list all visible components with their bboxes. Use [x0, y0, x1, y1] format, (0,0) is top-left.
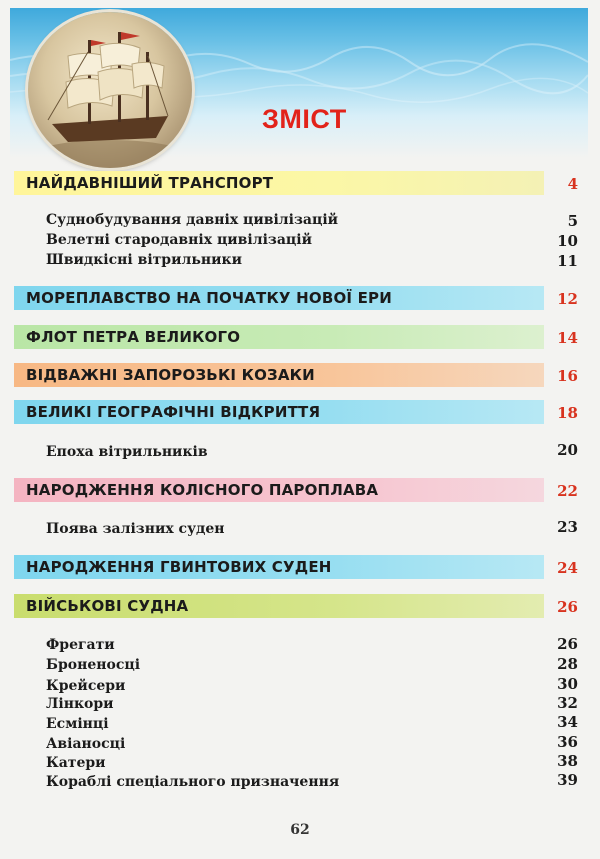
toc-section-page: 14: [557, 329, 578, 347]
toc-subsection-title[interactable]: Лінкори: [46, 696, 114, 712]
toc-section-page: 22: [557, 482, 578, 500]
toc-subsection-page: 30: [557, 675, 578, 693]
toc-subsection-title[interactable]: Поява залізних суден: [46, 521, 225, 537]
toc-subsection-page: 10: [557, 232, 578, 250]
toc-subsection-title[interactable]: Суднобудування давніх цивілізацій: [46, 212, 339, 228]
toc-section-page: 18: [557, 404, 578, 422]
page-number: 62: [290, 822, 310, 838]
toc-subsection-page: 23: [557, 518, 578, 536]
toc-subsection-title[interactable]: Авіаносці: [46, 736, 126, 752]
toc-subsection-title[interactable]: Швидкісні вітрильники: [46, 252, 242, 268]
toc-subsection-page: 32: [557, 694, 578, 712]
toc-section-title[interactable]: НАРОДЖЕННЯ ГВИНТОВИХ СУДЕН: [26, 558, 332, 576]
toc-subsection-title[interactable]: Есмінці: [46, 716, 109, 732]
toc-section-title[interactable]: ВЕЛИКІ ГЕОГРАФІЧНІ ВІДКРИТТЯ: [26, 403, 321, 421]
toc-subsection-title[interactable]: Катери: [46, 755, 106, 771]
sailing-ship-icon: [28, 12, 192, 168]
toc-subsection-title[interactable]: Крейсери: [46, 678, 126, 694]
toc-section-page: 16: [557, 367, 578, 385]
page-title: ЗМІСТ: [262, 104, 347, 134]
toc-subsection-title[interactable]: Кораблі спеціального призначення: [46, 774, 340, 790]
toc-subsection-page: 26: [557, 635, 578, 653]
toc-subsection-page: 39: [557, 771, 578, 789]
toc-subsection-page: 38: [557, 752, 578, 770]
toc-section-title[interactable]: НАРОДЖЕННЯ КОЛІСНОГО ПАРОПЛАВА: [26, 481, 379, 499]
toc-section-title[interactable]: ВІЙСЬКОВІ СУДНА: [26, 597, 189, 615]
toc-section-page: 24: [557, 559, 578, 577]
toc-section-page: 12: [557, 290, 578, 308]
toc-section-title[interactable]: НАЙДАВНІШИЙ ТРАНСПОРТ: [26, 174, 274, 192]
toc-subsection-title[interactable]: Броненосці: [46, 657, 141, 673]
toc-subsection-title[interactable]: Велетні стародавніх цивілізацій: [46, 232, 312, 248]
toc-subsection-title[interactable]: Фрегати: [46, 637, 115, 653]
toc-section-page: 4: [567, 175, 578, 193]
toc-subsection-page: 11: [557, 252, 578, 270]
toc-section-title[interactable]: МОРЕПЛАВСТВО НА ПОЧАТКУ НОВОЇ ЕРИ: [26, 289, 393, 307]
toc-subsection-page: 5: [567, 212, 578, 230]
sailing-ship-medallion: [28, 12, 192, 168]
toc-subsection-page: 34: [557, 713, 578, 731]
toc-section-title[interactable]: ВІДВАЖНІ ЗАПОРОЗЬКІ КОЗАКИ: [26, 366, 315, 384]
toc-section-title[interactable]: ФЛОТ ПЕТРА ВЕЛИКОГО: [26, 328, 241, 346]
toc-subsection-page: 36: [557, 733, 578, 751]
toc-section-page: 26: [557, 598, 578, 616]
toc-subsection-page: 28: [557, 655, 578, 673]
toc-subsection-title[interactable]: Епоха вітрильників: [46, 444, 208, 460]
toc-subsection-page: 20: [557, 441, 578, 459]
